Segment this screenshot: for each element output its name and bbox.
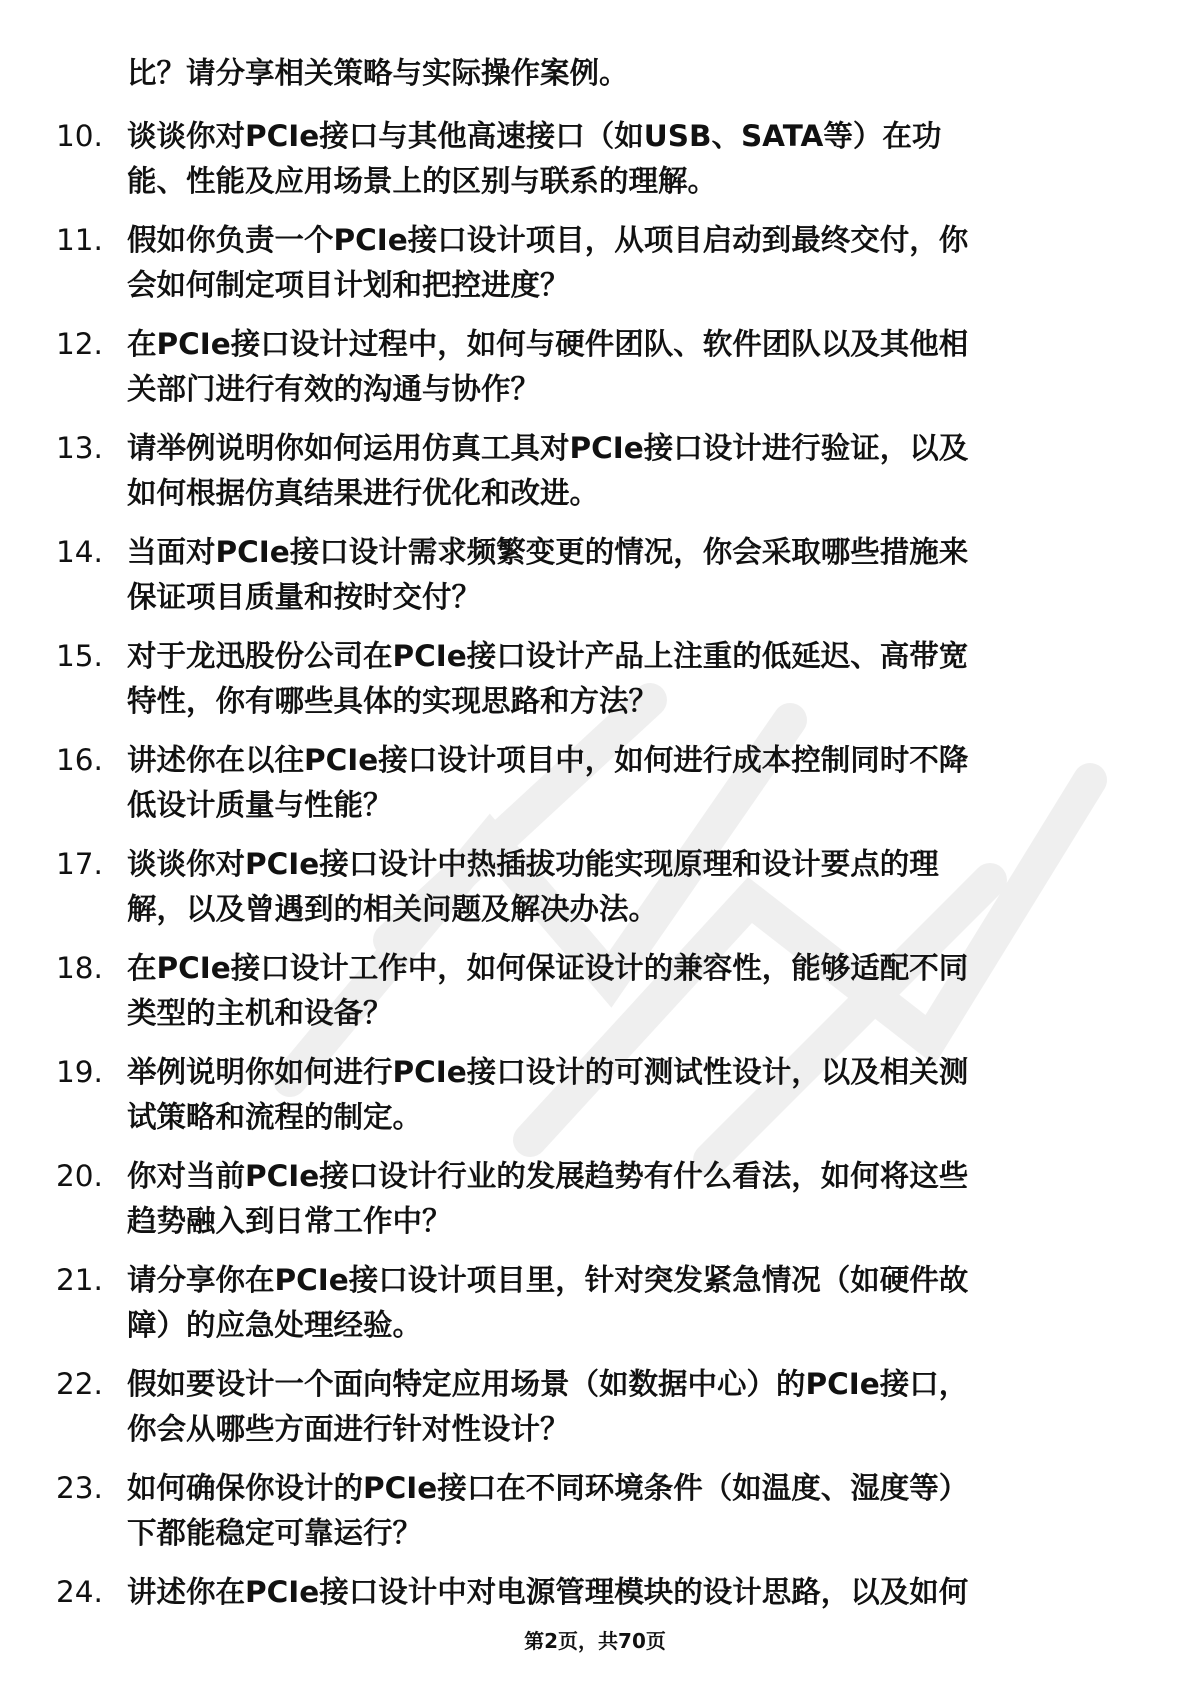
question-text-line-2: 试策略和流程的制定。 bbox=[127, 1100, 423, 1134]
question-number: 24. bbox=[56, 1575, 103, 1609]
question-number: 12. bbox=[56, 327, 103, 361]
question-number: 14. bbox=[56, 535, 103, 569]
question-text-line-1: 在PCIe接口设计过程中，如何与硬件团队、软件团队以及其他相 bbox=[127, 327, 969, 361]
question-text-line-1: 当面对PCIe接口设计需求频繁变更的情况，你会采取哪些措施来 bbox=[127, 535, 969, 569]
question-number: 22. bbox=[56, 1367, 103, 1401]
question-text-line-2: 能、性能及应用场景上的区别与联系的理解。 bbox=[127, 164, 718, 198]
question-item bbox=[56, 1361, 1136, 1452]
question-text-line-1: 举例说明你如何进行PCIe接口设计的可测试性设计，以及相关测 bbox=[127, 1055, 969, 1089]
question-number: 19. bbox=[56, 1055, 103, 1089]
question-text-line-2: 关部门进行有效的沟通与协作？ bbox=[127, 372, 541, 406]
question-text-line-2: 障）的应急处理经验。 bbox=[127, 1308, 423, 1342]
question-number: 13. bbox=[56, 431, 103, 465]
question-text-line-1: 在PCIe接口设计工作中，如何保证设计的兼容性，能够适配不同 bbox=[127, 951, 969, 985]
question-text-line-1: 请分享你在PCIe接口设计项目里，针对突发紧急情况（如硬件故 bbox=[127, 1263, 969, 1297]
question-number: 16. bbox=[56, 743, 103, 777]
question-text-line-2: 保证项目质量和按时交付？ bbox=[127, 580, 482, 614]
question-text-line-1: 对于龙迅股份公司在PCIe接口设计产品上注重的低延迟、高带宽 bbox=[127, 639, 969, 673]
question-text-line-1: 谈谈你对PCIe接口设计中热插拔功能实现原理和设计要点的理 bbox=[127, 847, 939, 881]
question-text-line-2: 解，以及曾遇到的相关问题及解决办法。 bbox=[127, 892, 659, 926]
question-text-line-1: 谈谈你对PCIe接口与其他高速接口（如USB、SATA等）在功 bbox=[127, 119, 942, 153]
question-text-line-2: 特性，你有哪些具体的实现思路和方法？ bbox=[127, 684, 659, 718]
question-number: 15. bbox=[56, 639, 103, 673]
question-item bbox=[56, 529, 1136, 620]
question-number: 11. bbox=[56, 223, 103, 257]
question-item bbox=[56, 945, 1136, 1036]
question-text-line-1: 如何确保你设计的PCIe接口在不同环境条件（如温度、湿度等） bbox=[127, 1471, 969, 1505]
question-text-line-1: 请举例说明你如何运用仿真工具对PCIe接口设计进行验证，以及 bbox=[127, 431, 969, 465]
question-text-line-2: 趋势融入到日常工作中？ bbox=[127, 1204, 452, 1238]
question-list bbox=[56, 113, 1136, 1673]
question-item bbox=[56, 1049, 1136, 1140]
question-number: 18. bbox=[56, 951, 103, 985]
question-item bbox=[56, 113, 1136, 204]
question-item bbox=[56, 1257, 1136, 1348]
continued-question-text: 比？请分享相关策略与实际操作案例。 bbox=[127, 56, 629, 90]
question-text-line-2: 会如何制定项目计划和把控进度？ bbox=[127, 268, 570, 302]
question-number: 20. bbox=[56, 1159, 103, 1193]
question-text-line-1: 你对当前PCIe接口设计行业的发展趋势有什么看法，如何将这些 bbox=[127, 1159, 969, 1193]
page-footer: 第2页，共70页 bbox=[524, 1629, 666, 1653]
question-item bbox=[56, 1465, 1136, 1556]
question-item bbox=[56, 1153, 1136, 1244]
question-text-line-1: 假如要设计一个面向特定应用场景（如数据中心）的PCIe接口， bbox=[127, 1367, 969, 1401]
question-text-line-2: 类型的主机和设备？ bbox=[127, 996, 393, 1030]
question-number: 23. bbox=[56, 1471, 103, 1505]
question-text-line-2: 下都能稳定可靠运行？ bbox=[127, 1516, 423, 1550]
question-number: 17. bbox=[56, 847, 103, 881]
question-item bbox=[56, 841, 1136, 932]
question-item bbox=[56, 425, 1136, 516]
question-item bbox=[56, 217, 1136, 308]
question-text-line-2: 如何根据仿真结果进行优化和改进。 bbox=[127, 476, 600, 510]
question-text-line-1: 讲述你在以往PCIe接口设计项目中，如何进行成本控制同时不降 bbox=[127, 743, 969, 777]
question-number: 21. bbox=[56, 1263, 103, 1297]
question-item bbox=[56, 321, 1136, 412]
question-item bbox=[56, 737, 1136, 828]
question-number: 10. bbox=[56, 119, 103, 153]
question-text-line-2: 你会从哪些方面进行针对性设计？ bbox=[127, 1412, 570, 1446]
question-text-line-1: 假如你负责一个PCIe接口设计项目，从项目启动到最终交付，你 bbox=[127, 223, 969, 257]
question-text-line-2: 低设计质量与性能？ bbox=[127, 788, 393, 822]
question-item bbox=[56, 633, 1136, 724]
question-text-line-1: 讲述你在PCIe接口设计中对电源管理模块的设计思路，以及如何 bbox=[127, 1575, 969, 1609]
